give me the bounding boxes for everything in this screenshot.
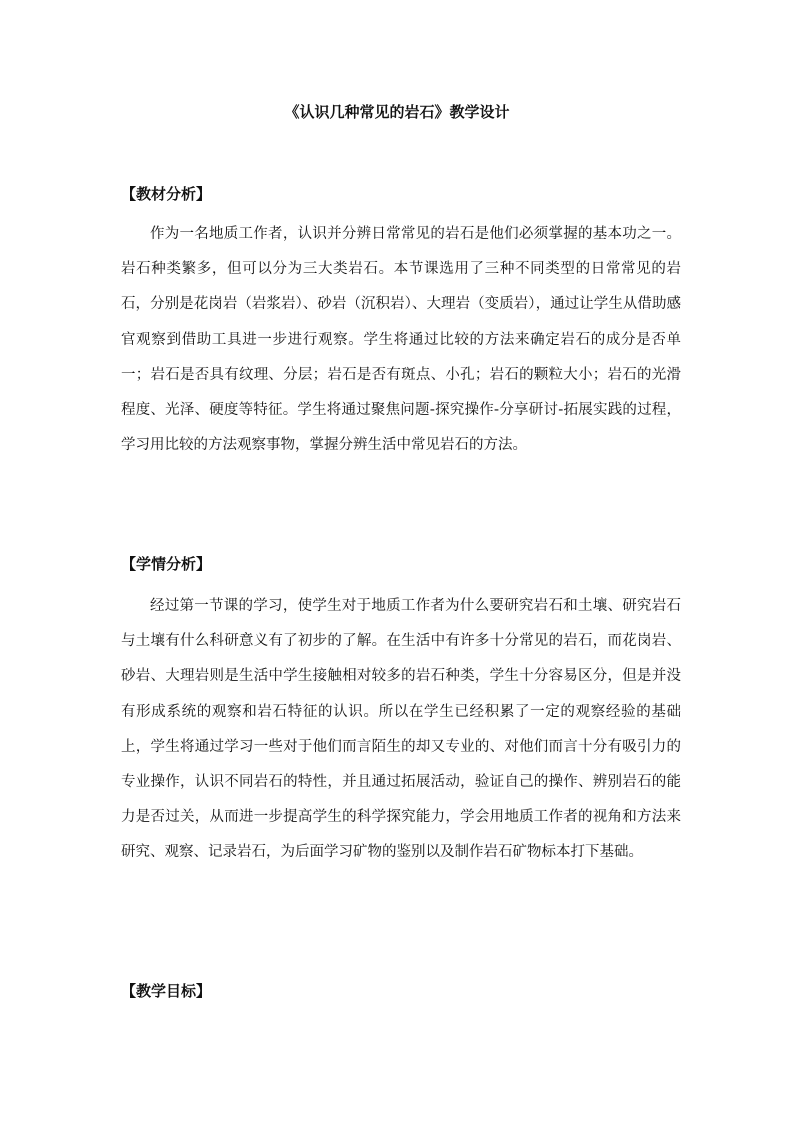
section-heading-teaching-goals: 【教学目标】: [121, 982, 212, 1000]
section-heading-student-analysis: 【学情分析】: [121, 555, 212, 573]
paragraph-textbook-analysis: 作为一名地质工作者，认识并分辨日常常见的岩石是他们必须掌握的基本功之一。岩石种类繁多，但可以分为三大类岩石。本节课选用了三种不同类型的日常常见的岩石，分别是花岗岩（岩浆岩）、砂岩（沉积岩）、大理岩（变质岩），通过让学生从借助感官观察到借助工具进一步进行观察。学生将通过比较的方法来确定岩石的成分是否单一；岩石是否具有纹理、分层；岩石是否有斑点、小孔；岩石的颗粒大小；岩石的光滑程度、光泽、硬度等特征。学生将通过聚焦问题-探究操作-分享研讨-拓展实践的过程，学习用比较的方法观察事物，掌握分辨生活中常见岩石的方法。: [121, 226, 681, 454]
document-title: 《认识几种常见的岩石》教学设计: [284, 103, 510, 121]
section-heading-textbook-analysis: 【教材分析】: [121, 185, 212, 203]
paragraph-student-analysis: 经过第一节课的学习，使学生对于地质工作者为什么要研究岩石和土壤、研究岩石与土壤有什么科研意义有了初步的了解。在生活中有许多十分常见的岩石，而花岗岩、砂岩、大理岩则是生活中学生接触相对较多的岩石种类，学生十分容易区分，但是并没有形成系统的观察和岩石特征的认识。所以在学生已经积累了一定的观察经验的基础上，学生将通过学习一些对于他们而言陌生的却又专业的、对他们而言十分有吸引力的专业操作，认识不同岩石的特性，并且通过拓展活动，验证自己的操作、辨别岩石的能力是否过关，从而进一步提高学生的科学探究能力，学会用地质工作者的视角和方法来研究、观察、记录岩石，为后面学习矿物的鉴别以及制作岩石矿物标本打下基础。: [121, 598, 681, 861]
